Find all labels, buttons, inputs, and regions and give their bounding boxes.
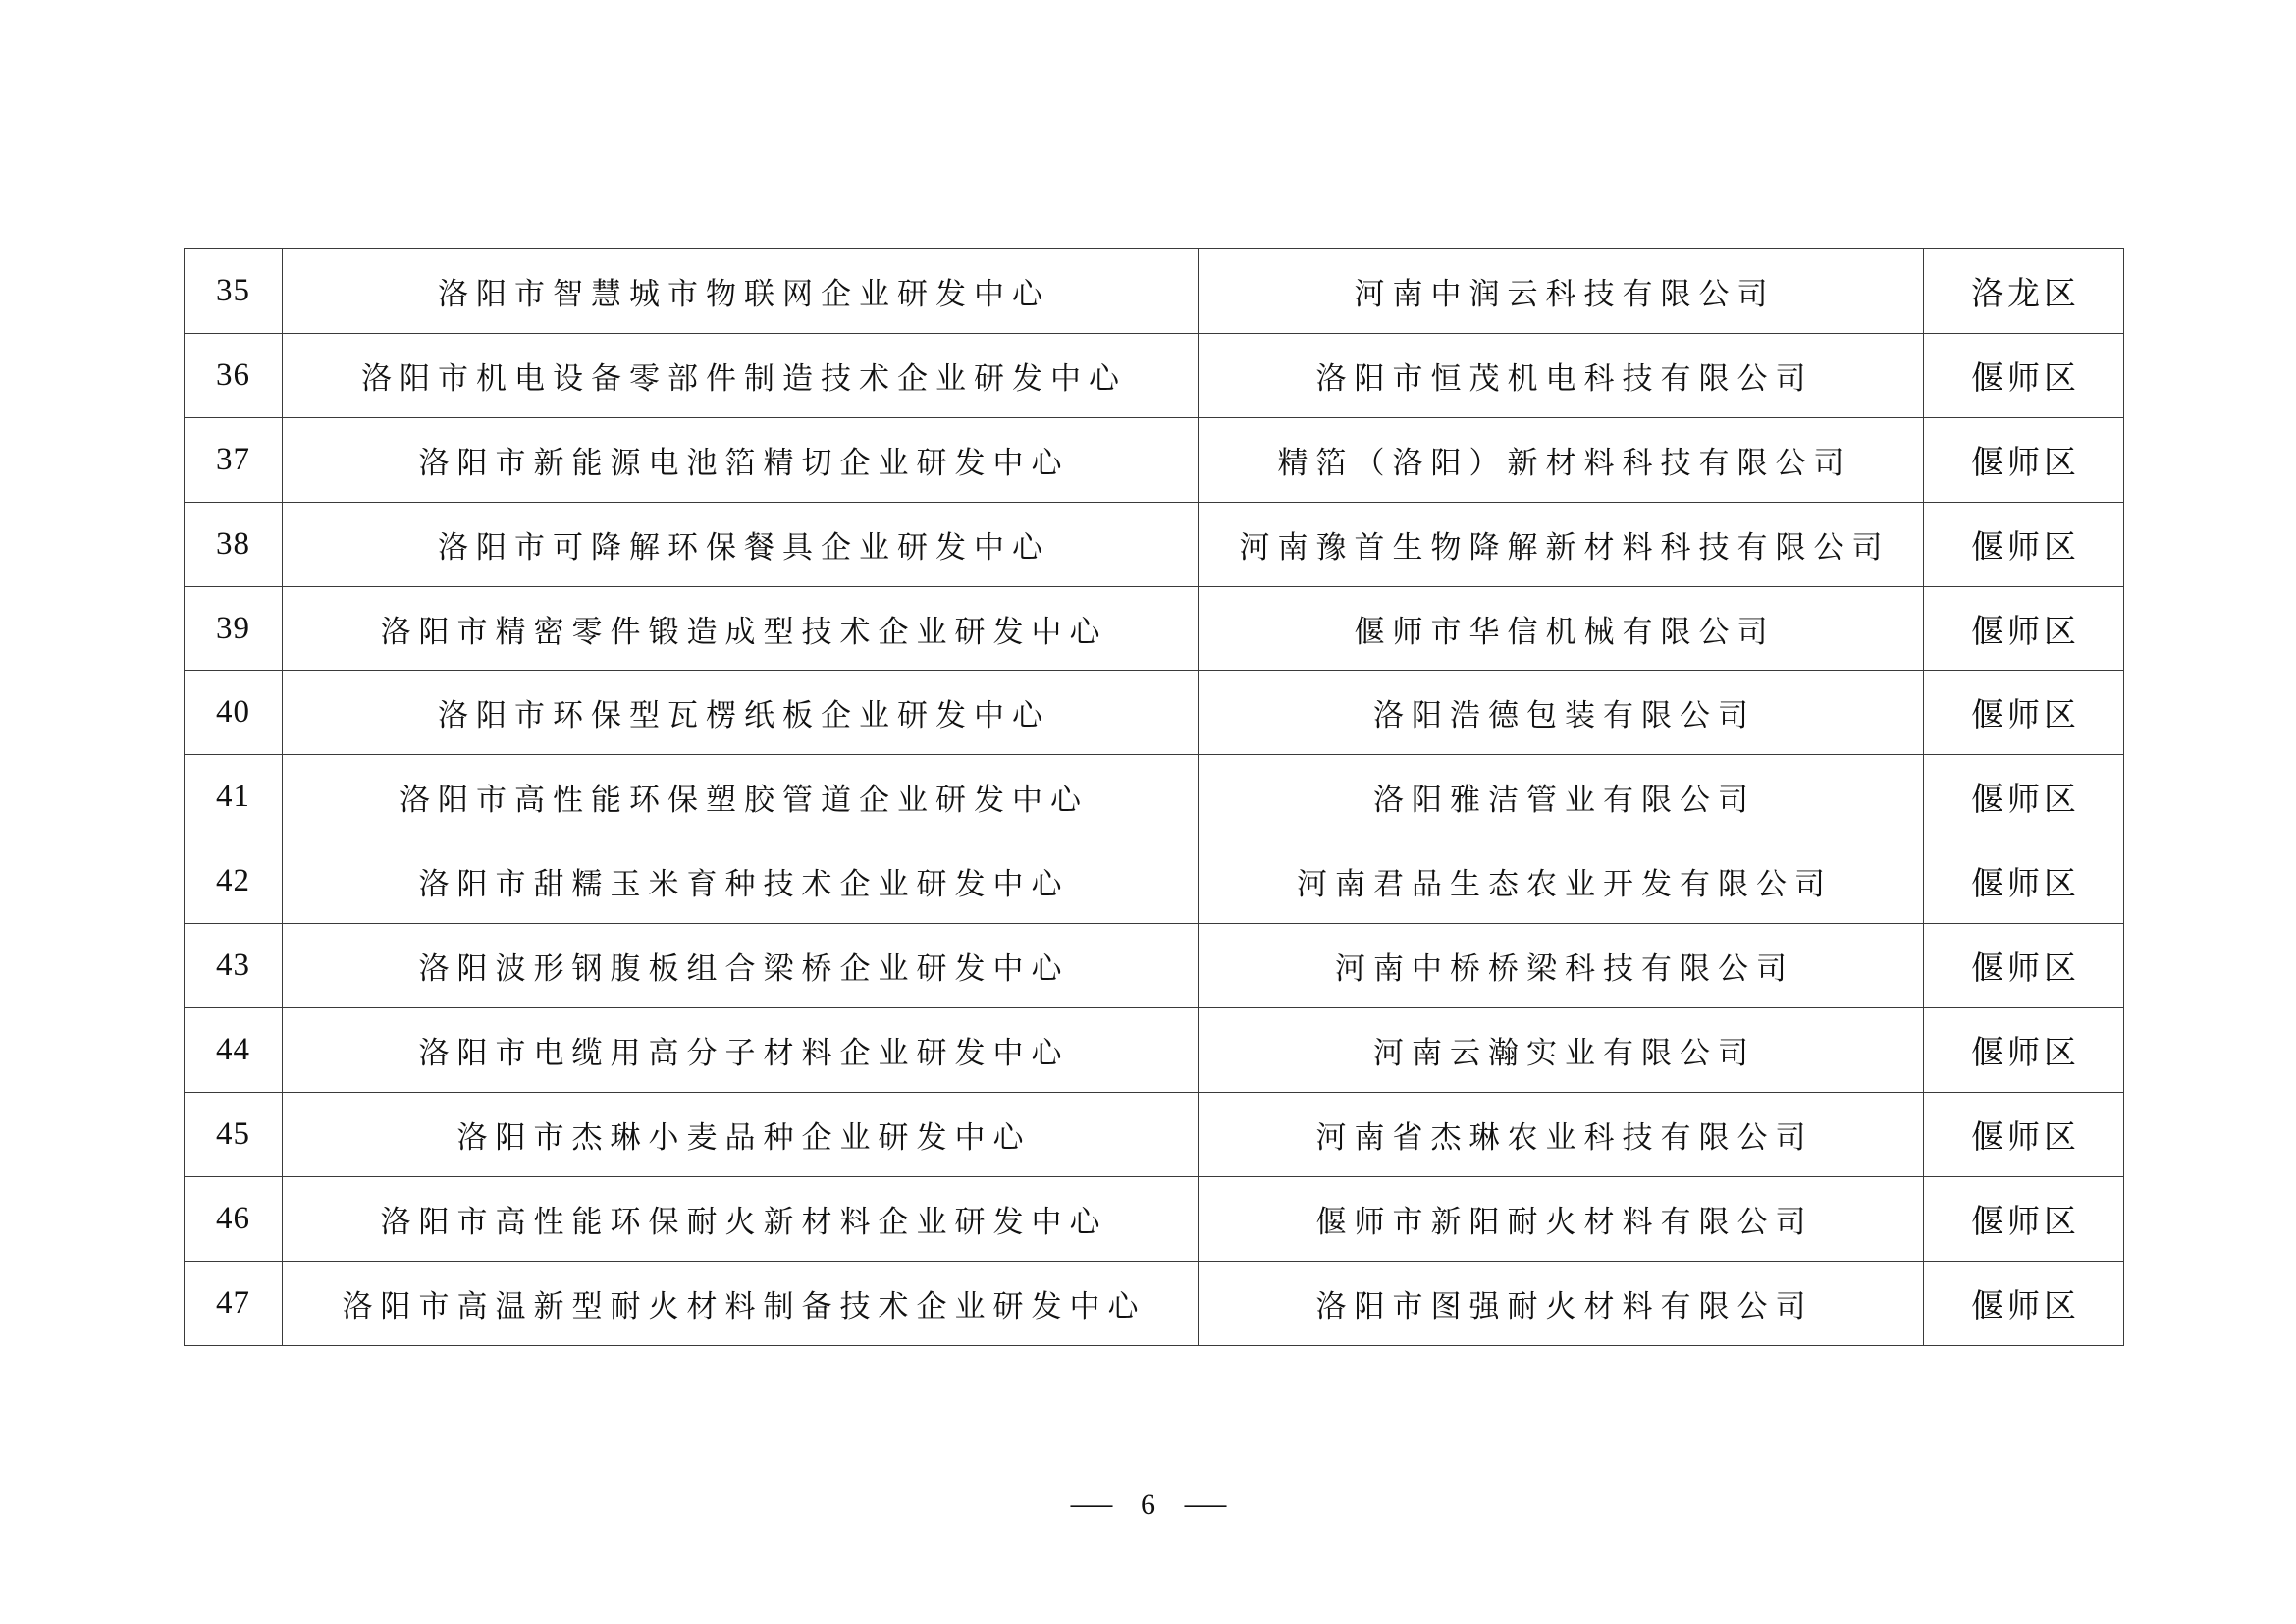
company-name: 河南中润云科技有限公司 — [1199, 249, 1924, 334]
rd-center-name: 洛阳市杰琳小麦品种企业研发中心 — [283, 1092, 1199, 1176]
table-row — [185, 1261, 2124, 1345]
district-name: 偃师区 — [1924, 333, 2124, 417]
company-name: 河南豫首生物降解新材料科技有限公司 — [1199, 502, 1924, 586]
footer-dash-left: — — [1070, 1486, 1112, 1522]
table-row — [185, 333, 2124, 417]
table-row — [185, 249, 2124, 334]
district-name: 偃师区 — [1924, 1092, 2124, 1176]
row-number: 35 — [185, 249, 283, 334]
row-number: 39 — [185, 586, 283, 671]
row-number: 38 — [185, 502, 283, 586]
table-row — [185, 755, 2124, 839]
rd-center-name: 洛阳市精密零件锻造成型技术企业研发中心 — [283, 586, 1199, 671]
table-row — [185, 671, 2124, 755]
company-name: 河南省杰琳农业科技有限公司 — [1199, 1092, 1924, 1176]
row-number: 42 — [185, 839, 283, 924]
row-number: 46 — [185, 1176, 283, 1261]
row-number: 40 — [185, 671, 283, 755]
company-name: 偃师市新阳耐火材料有限公司 — [1199, 1176, 1924, 1261]
district-name: 偃师区 — [1924, 671, 2124, 755]
district-name: 偃师区 — [1924, 1176, 2124, 1261]
table-row — [185, 1092, 2124, 1176]
district-name: 偃师区 — [1924, 924, 2124, 1008]
district-name: 洛龙区 — [1924, 249, 2124, 334]
rd-center-name: 洛阳市高性能环保耐火新材料企业研发中心 — [283, 1176, 1199, 1261]
rd-center-name: 洛阳市高温新型耐火材料制备技术企业研发中心 — [283, 1261, 1199, 1345]
table-body — [185, 249, 2124, 1346]
rd-center-name: 洛阳市甜糯玉米育种技术企业研发中心 — [283, 839, 1199, 924]
footer-dash-right: — — [1184, 1486, 1226, 1522]
table-row — [185, 839, 2124, 924]
rd-center-name: 洛阳市高性能环保塑胶管道企业研发中心 — [283, 755, 1199, 839]
company-name: 洛阳浩德包装有限公司 — [1199, 671, 1924, 755]
table-row — [185, 1008, 2124, 1093]
district-name: 偃师区 — [1924, 417, 2124, 502]
rd-center-name: 洛阳市新能源电池箔精切企业研发中心 — [283, 417, 1199, 502]
company-name: 洛阳市图强耐火材料有限公司 — [1199, 1261, 1924, 1345]
rd-center-table — [184, 248, 2124, 1346]
company-name: 洛阳市恒茂机电科技有限公司 — [1199, 333, 1924, 417]
company-name: 河南云瀚实业有限公司 — [1199, 1008, 1924, 1093]
rd-center-name: 洛阳市电缆用高分子材料企业研发中心 — [283, 1008, 1199, 1093]
company-name: 精箔（洛阳）新材料科技有限公司 — [1199, 417, 1924, 502]
row-number: 36 — [185, 333, 283, 417]
table-row — [185, 1176, 2124, 1261]
rd-center-name: 洛阳波形钢腹板组合梁桥企业研发中心 — [283, 924, 1199, 1008]
table-row — [185, 586, 2124, 671]
rd-center-name: 洛阳市机电设备零部件制造技术企业研发中心 — [283, 333, 1199, 417]
company-name: 河南君品生态农业开发有限公司 — [1199, 839, 1924, 924]
district-name: 偃师区 — [1924, 1008, 2124, 1093]
row-number: 37 — [185, 417, 283, 502]
district-name: 偃师区 — [1924, 755, 2124, 839]
district-name: 偃师区 — [1924, 839, 2124, 924]
table-row — [185, 417, 2124, 502]
row-number: 44 — [185, 1008, 283, 1093]
company-name: 河南中桥桥梁科技有限公司 — [1199, 924, 1924, 1008]
district-name: 偃师区 — [1924, 586, 2124, 671]
row-number: 47 — [185, 1261, 283, 1345]
company-name: 洛阳雅洁管业有限公司 — [1199, 755, 1924, 839]
row-number: 41 — [185, 755, 283, 839]
page-number: 6 — [1141, 1489, 1155, 1521]
row-number: 43 — [185, 924, 283, 1008]
table-row — [185, 924, 2124, 1008]
rd-center-name: 洛阳市智慧城市物联网企业研发中心 — [283, 249, 1199, 334]
rd-center-name: 洛阳市环保型瓦楞纸板企业研发中心 — [283, 671, 1199, 755]
district-name: 偃师区 — [1924, 502, 2124, 586]
rd-center-name: 洛阳市可降解环保餐具企业研发中心 — [283, 502, 1199, 586]
company-name: 偃师市华信机械有限公司 — [1199, 586, 1924, 671]
page-footer — [0, 1483, 2296, 1527]
table-row — [185, 502, 2124, 586]
row-number: 45 — [185, 1092, 283, 1176]
district-name: 偃师区 — [1924, 1261, 2124, 1345]
